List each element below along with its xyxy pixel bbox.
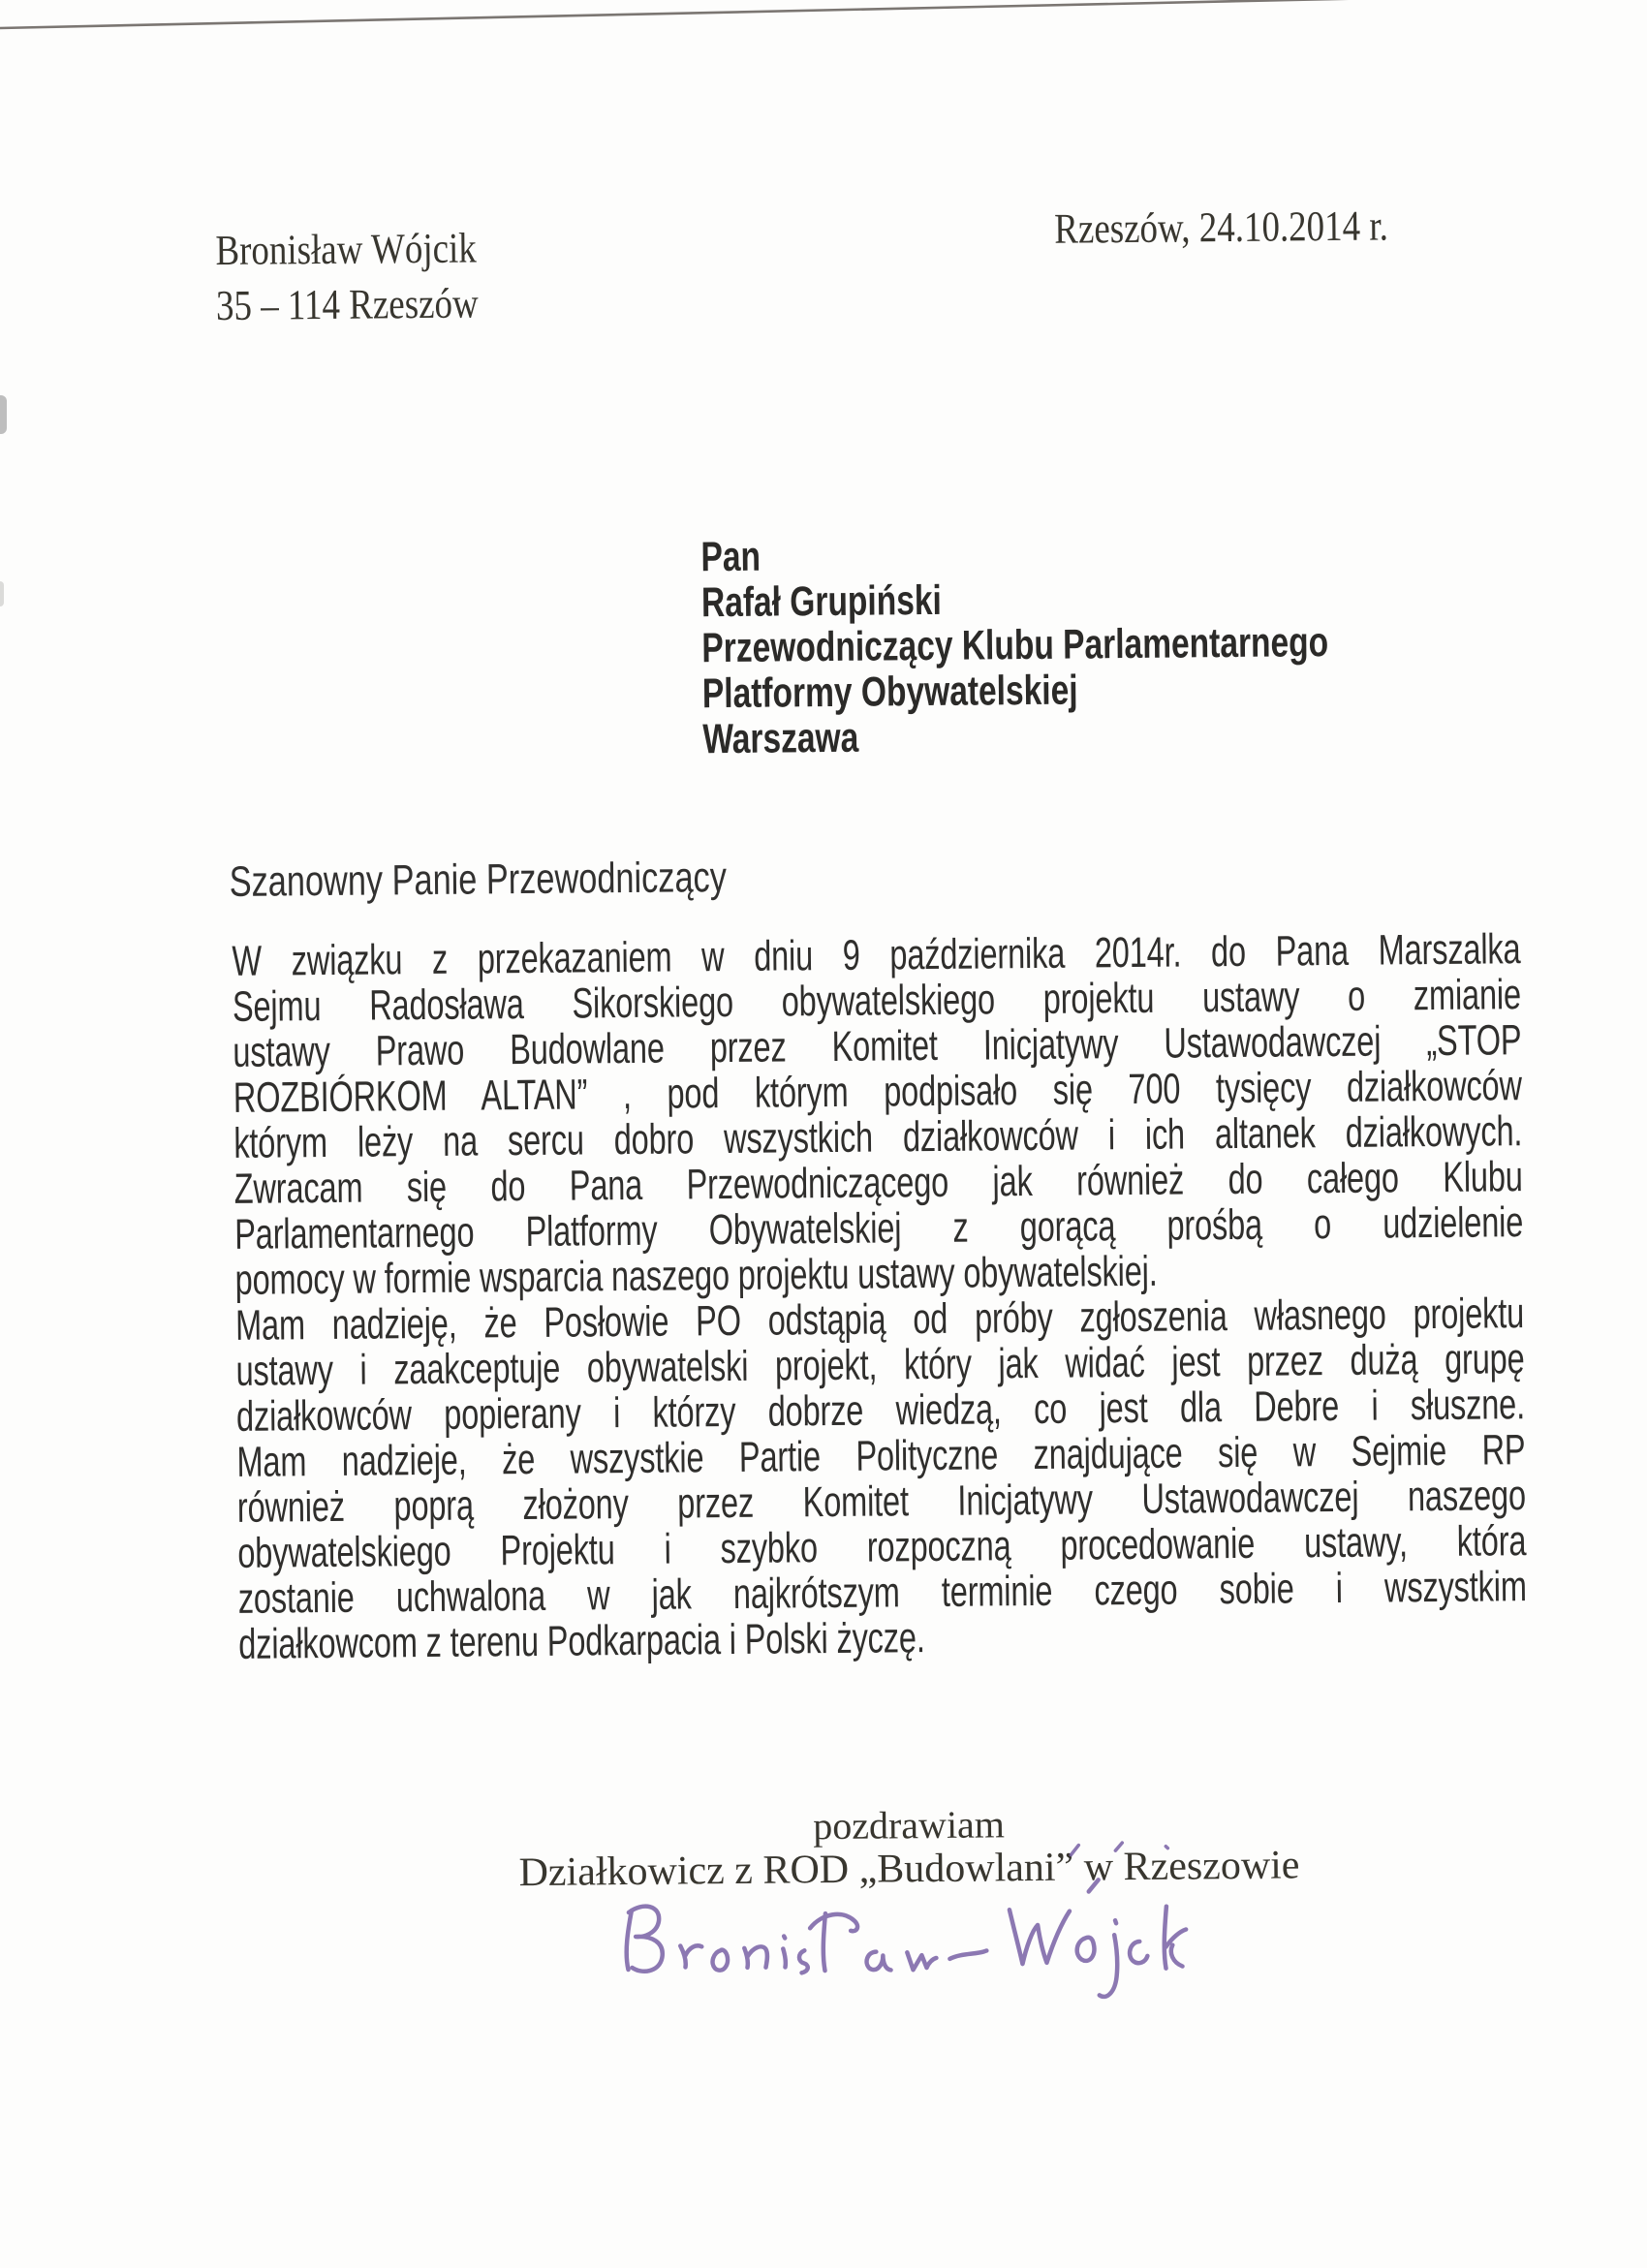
scan-edge-artifact [0,581,4,606]
body-line: obywatelskiego Projektu i szybko rozpoczną procedowanie ustawy, która [237,1517,1527,1577]
body-line: pomocy w formie wsparcia naszego projektu ustawy obywatelskiej. [234,1247,1158,1304]
letter-body [232,926,1527,1667]
body-line: działkowców popierany i którzy dobrze wiedzą, co jest dla Debre i słuszne. [235,1381,1526,1441]
recipient-role-line-1: Przewodniczący Klubu Parlamentarnego [701,619,1329,672]
body-line: Zwracam się do Pana Przewodniczącego jak również do całego Klubu [233,1153,1523,1213]
body-line: ROZBIÓRKOM ALTAN” , pod którym podpisało się 700 tysięcy działkowców [233,1062,1523,1122]
closing-regards: pozdrawiam [813,1802,1006,1849]
body-line: ustawy Prawo Budowlane przez Komitet Inicjatywy Ustawodawczej „STOP [233,1016,1522,1076]
recipient-block [700,529,1329,762]
body-line: ustawy i zaakceptuje obywatelski projekt, który jak widać jest przez dużą grupę [235,1335,1525,1395]
body-line: zostanie uchwalona w jak najkrótszym terminie czego sobie i wszystkim [237,1563,1528,1623]
handwritten-signature [594,1832,1235,2046]
body-line: działkowcom z terenu Podkarpacia i Polski życzę. [238,1614,925,1668]
body-line: W związku z przekazaniem w dniu 9 października 2014r. do Pana Marszalka [232,925,1521,985]
body-line: Mam nadzieję, że Posłowie PO odstąpią od próby zgłoszenia własnego projektu [234,1289,1525,1350]
body-line: Sejmu Radosława Sikorskiego obywatelskiego projektu ustawy o zmianie [232,971,1522,1031]
body-line: Mam nadzieje, że wszystkie Partie Polityczne znajdujące się w Sejmie RP [236,1426,1526,1486]
body-line: również poprą złożony przez Komitet Inicjatywy Ustawodawczej naszego [236,1472,1527,1532]
sender-postal-city: 35 – 114 Rzeszów [215,279,479,330]
closing-signoff: Działkowicz z ROD „Budowlani” w Rzeszowie [518,1843,1300,1896]
body-line: Parlamentarnego Platformy Obywatelskiej z gorącą prośbą o udzielenie [233,1198,1524,1258]
sender-name: Bronisław Wójcik [215,224,477,275]
salutation: Szanowny Panie Przewodniczący [229,854,728,906]
dateline: Rzeszów, 24.10.2014 r. [1054,202,1389,253]
body-line: którym leży na sercu dobro wszystkich działkowców i ich altanek działkowych. [233,1107,1523,1167]
recipient-city: Warszawa [702,714,859,763]
sender-block [215,220,479,333]
recipient-role-line-2: Platformy Obywatelskiej [701,667,1078,718]
recipient-honorific: Pan [700,533,761,581]
recipient-name: Rafał Grupiński [700,576,943,627]
